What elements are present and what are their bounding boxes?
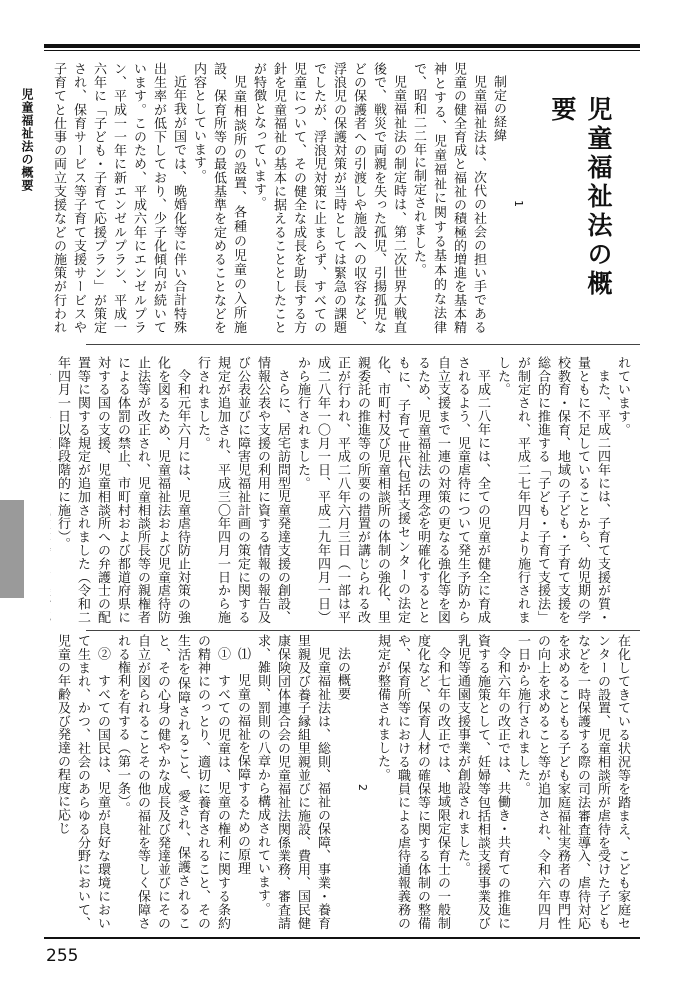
paragraph: さらに、居宅訪問型児童発達支援の創設、情報公表や支援の利用に資する情報の報告及び公表並びに障害児福祉計画の策定に関する規定が追加され、平成三〇年四月一日から施行されました。 <box>195 356 290 624</box>
text-band-upper <box>50 62 528 334</box>
section-number: 1 <box>512 199 525 208</box>
header-rule-thin <box>44 50 640 51</box>
footer-rule <box>44 937 640 939</box>
paragraph-continued: れています。 <box>615 356 630 437</box>
paragraph: 令和七年の改正では、地域限定保育士の一般制度化など、保育人材の確保等に関する体制の整備や、保育所等における職員による虐待通報義務の規定が整備されました。 <box>375 634 450 930</box>
section-number: 2 <box>356 783 369 792</box>
paragraph: 児童福祉法の制定時は、第二次世界大戦直後で、戦災で両親を失った孤児、引揚孤児などの保護者への引渡しや施設への収容など、浮浪児の保護対策が当時としては緊急の課題でしたが、浮浪児対策に止まらず、すべての児童について、その健全な成長を助長する方針を児童福祉の基本に据えることとしたことが特徴となっています。 <box>251 62 406 334</box>
list-item: ① すべての児童は、児童の権利に関する条約の精神にのっとり、適切に養育されること、その生活を保障されること、愛され、保護されること、その心身の健やかな成長及び発達並びにその自立が図られることその他の福祉を等しく保障される権利を有する（第一条）。 <box>115 634 230 930</box>
page-title: 児童福祉法の概要 <box>548 96 613 299</box>
paragraph: 平成二八年には、全ての児童が健全に育成されるよう、児童虐待について発生予防から自立支援まで一連の対策の更なる強化等を図るため、児童福祉法の理念を明確化するとともに、子育て世代包括支援センターの法定化、市町村及び児童相談所の体制の強化、里親委託の推進等の所要の措置が講じられる改正が行われ、平成二八年六月三日（一部は平成二八年一〇月一日、平成二九年四月一日）から施行されました。 <box>295 356 490 624</box>
paragraph <box>50 356 52 624</box>
text-band-middle <box>50 356 632 624</box>
section-thumb-tab <box>0 500 24 598</box>
text-band-lower <box>50 634 632 930</box>
header-rule-thick <box>44 44 640 48</box>
section-heading: ⑴ 児童の福祉を保障するための原理 <box>235 647 250 875</box>
paragraph: 児童福祉法は、総則、福祉の保障、事業・養育里親及び養子縁組里親並びに施設、費用、国民健康保険団体連合会の児童福祉法関係業務、審査請求、雑則、罰則の八章から構成されています。 <box>255 634 330 930</box>
paragraph: 近年我が国では、晩婚化等に伴い合計特殊出生率が低下しており、少子化傾向が続いています。このため、平成六年にエンゼルプラン、平成一一年に新エンゼルプラン、平成一六年に「子ども・子育て応援プラン」が策定され、保育サービス等子育て支援サービスや子育てと仕事の両立支援などの施策が行われ <box>51 62 186 334</box>
section-heading: 法の概要 <box>335 647 350 701</box>
paragraph: 令和六年の改正では、共働き・共育ての推進に資する施策として、妊婦等包括相談支援事業及び乳児等通園支援事業が創設されました。 <box>455 634 510 930</box>
paragraph-continued: 在化してきている状況等を踏まえ、こども家庭センターの設置、児童相談所が虐待を受けた子どもなどを一時保護する際の司法審査導入、虐待対応を求めることもる子ども家庭福祉実務者の専門性の向上を求めること等が追加され、令和六年四月一日から施行されました。 <box>515 634 630 930</box>
paragraph: また、平成二四年には、子育て支援が質・量ともに不足していることから、幼児期の学校教育・保育、地域の子ども・子育て支援を総合的に推進する「子ども・子育て支援法」が制定され、平成二七年四月より施行されました。 <box>495 356 610 624</box>
band-divider-upper <box>86 344 640 345</box>
list-item: ② すべての国民は、児童が良好な環境において生まれ、かつ、社会のあらゆる分野において、児童の年齢及び発達の程度に応じ <box>55 634 110 930</box>
page-number: 255 <box>46 946 79 966</box>
band-divider-lower <box>86 630 640 631</box>
running-head: 児童福祉法の概要 <box>20 88 34 192</box>
paragraph: 令和元年六月には、児童虐待防止対策の強化を図るため、児童福祉法および児童虐待防止法等が改正され、児童相談所長等の親権者による体罰の禁止、市町村および都道府県に対する国の支援、児童相談所への弁護士の配置等に関する規定が追加されました（令和二年四月一日以降段階的に施行）。 <box>55 356 190 624</box>
section-heading: 制定の経緯 <box>491 75 506 142</box>
paragraph: 児童福祉法は、次代の社会の担い手である児童の健全育成と福祉の積極的増進を基本精神とする、児童福祉に関する基本的な法律で、昭和二二年に制定されました。 <box>411 62 486 334</box>
paragraph: 児童相談所の設置、各種の児童の入所施設、保育所等の最低基準を定めることなどを内容としています。 <box>191 62 246 334</box>
